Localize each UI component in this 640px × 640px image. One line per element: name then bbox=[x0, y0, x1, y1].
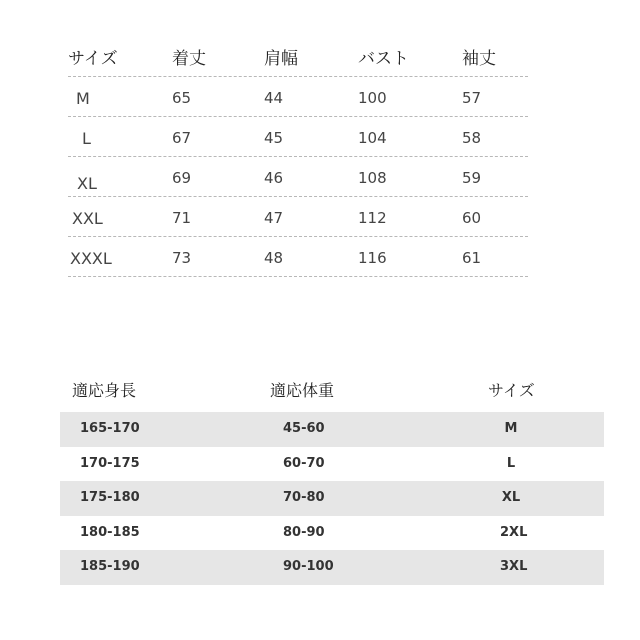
size-cell: 3XL bbox=[500, 559, 528, 575]
header-sleeve: 袖丈 bbox=[462, 49, 496, 69]
bust-cell: 104 bbox=[358, 129, 387, 147]
weight-cell: 70-80 bbox=[283, 490, 325, 506]
header-size: サイズ bbox=[488, 381, 535, 400]
size-cell: L bbox=[82, 129, 91, 148]
table-row bbox=[68, 197, 528, 237]
sleeve-cell: 59 bbox=[462, 169, 482, 187]
length-cell: 67 bbox=[172, 129, 192, 147]
size-cell: XL bbox=[501, 490, 521, 506]
size-cell: L bbox=[506, 455, 516, 471]
size-cell: 2XL bbox=[500, 524, 528, 540]
weight-cell: 90-100 bbox=[283, 559, 334, 575]
weight-cell: 45-60 bbox=[283, 421, 325, 436]
weight-cell: 80-90 bbox=[283, 524, 325, 540]
shoulder-cell: 48 bbox=[264, 249, 284, 267]
bust-cell: 108 bbox=[358, 169, 387, 187]
table-row bbox=[68, 117, 528, 157]
fit-table bbox=[60, 412, 604, 585]
measurement-header-row bbox=[68, 38, 528, 77]
sleeve-cell: 57 bbox=[462, 89, 482, 107]
size-cell: XL bbox=[77, 174, 97, 193]
shoulder-cell: 47 bbox=[264, 209, 284, 227]
table-row bbox=[60, 481, 604, 516]
header-weight: 適応体重 bbox=[270, 381, 335, 400]
size-cell: M bbox=[504, 421, 518, 436]
length-cell: 71 bbox=[172, 209, 192, 227]
shoulder-cell: 45 bbox=[264, 129, 284, 147]
header-length: 着丈 bbox=[172, 49, 206, 69]
fit-header-row bbox=[60, 378, 604, 404]
header-bust: バスト bbox=[358, 49, 409, 69]
sleeve-cell: 58 bbox=[462, 129, 482, 147]
height-cell: 185-190 bbox=[80, 559, 140, 575]
measurement-table bbox=[68, 38, 528, 277]
bust-cell: 100 bbox=[358, 89, 387, 107]
header-size: サイズ bbox=[68, 49, 118, 69]
size-cell: XXXL bbox=[70, 249, 112, 268]
table-row bbox=[60, 412, 604, 447]
sleeve-cell: 61 bbox=[462, 249, 482, 267]
length-cell: 73 bbox=[172, 249, 192, 267]
table-row bbox=[68, 237, 528, 277]
size-cell: XXL bbox=[72, 209, 103, 228]
bust-cell: 116 bbox=[358, 249, 387, 267]
table-row bbox=[60, 550, 604, 585]
height-cell: 175-180 bbox=[80, 490, 140, 506]
table-row bbox=[60, 447, 604, 482]
size-cell: M bbox=[76, 89, 90, 108]
header-shoulder: 肩幅 bbox=[264, 49, 298, 69]
height-cell: 165-170 bbox=[80, 421, 140, 436]
shoulder-cell: 44 bbox=[264, 89, 284, 107]
bust-cell: 112 bbox=[358, 209, 387, 227]
header-height: 適応身長 bbox=[72, 381, 137, 400]
table-row bbox=[68, 77, 528, 117]
shoulder-cell: 46 bbox=[264, 169, 284, 187]
height-cell: 170-175 bbox=[80, 455, 140, 471]
weight-cell: 60-70 bbox=[283, 455, 325, 471]
height-cell: 180-185 bbox=[80, 524, 140, 540]
sleeve-cell: 60 bbox=[462, 209, 482, 227]
length-cell: 69 bbox=[172, 169, 192, 187]
length-cell: 65 bbox=[172, 89, 192, 107]
table-row bbox=[68, 157, 528, 197]
table-row bbox=[60, 516, 604, 551]
